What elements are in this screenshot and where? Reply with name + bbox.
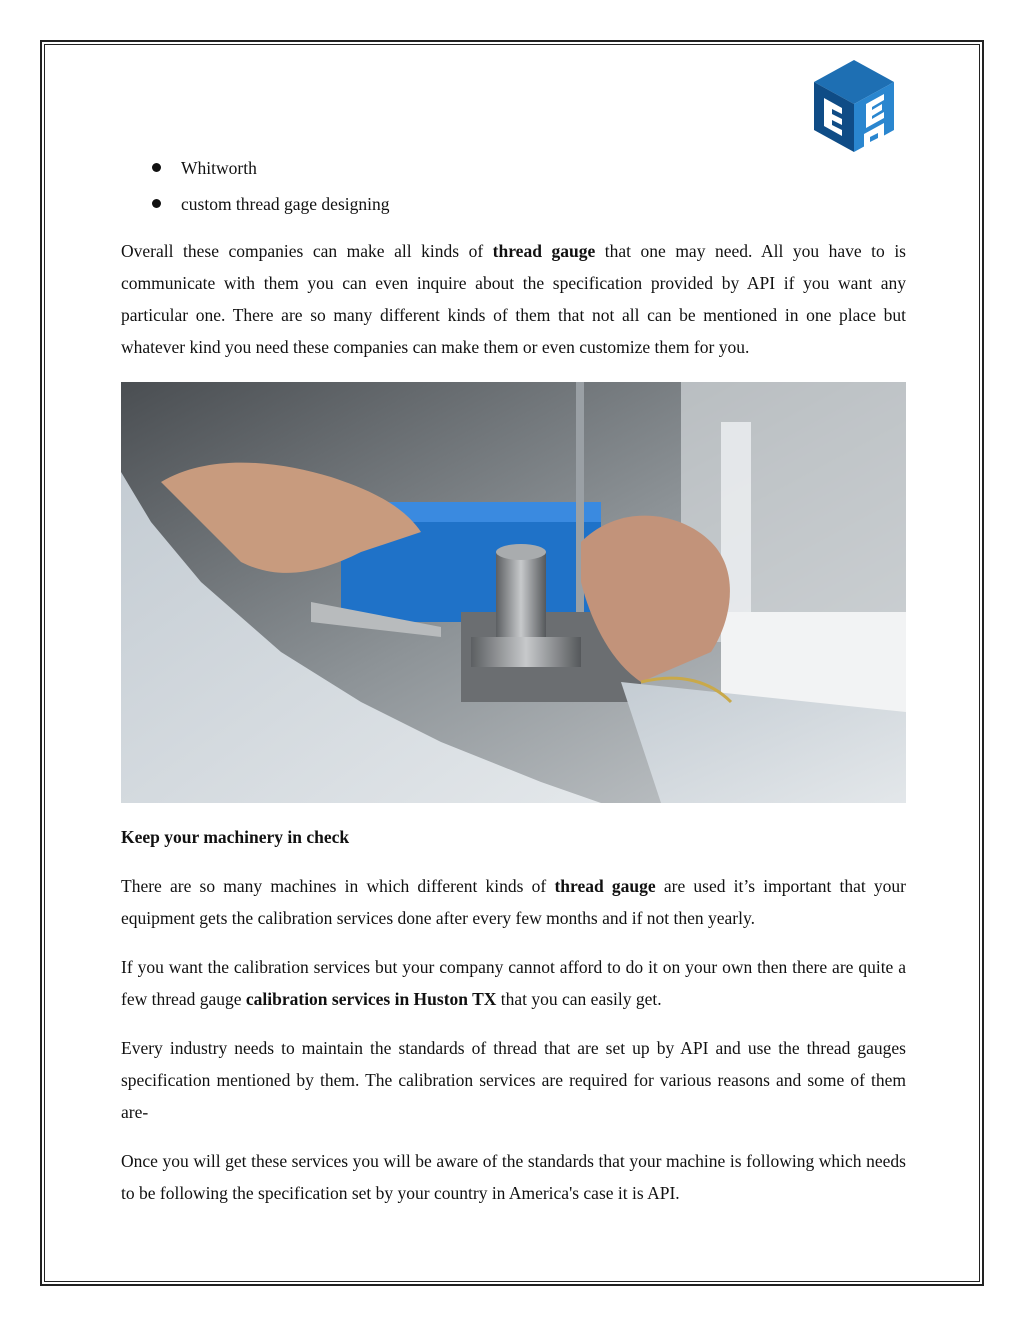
paragraph-text: If you want the calibration services but your company cannot afford to do it on your own then there are quite a few thread gauge [121,957,906,1009]
document-body [121,150,906,1209]
paragraph-services: Once you will get these services you will be aware of the standards that your machine is following which needs to be following the specification set by your country in America's case it is API. [121,1151,906,1203]
list-item-text: Whitworth [181,158,257,178]
paragraph-standards: Every industry needs to maintain the standards of thread that are set up by API and use the thread gauges specification mentioned by them. The calibration services are required for various reasons and some of them are- [121,1038,906,1122]
paragraph-text: that you can easily get. [496,989,662,1009]
section-heading: Keep your machinery in check [121,827,350,847]
paragraph-text: that one may need. All you have to is communicate with them you can even inquire about the specification provided by API if you want any particular one. There are so many different kinds of them that not all can be mentioned in one place but whatever kind you need these companies can make them or even customize them for you. [121,241,906,357]
thread-gauge-photo [121,382,906,803]
bullet-icon [152,199,161,208]
keyword-thread-gauge: thread gauge [492,241,596,261]
paragraph-text: There are so many machines in which different kinds of [121,876,555,896]
bullet-list [121,150,906,222]
paragraph-text: Overall these companies can make all kinds of [121,241,493,261]
paragraph-machinery [121,870,906,934]
company-logo-icon [812,58,896,154]
list-item [121,150,906,186]
list-item [121,186,906,222]
list-item-text: custom thread gage designing [181,194,390,214]
paragraph-text: are used it’s important that your equipment gets the calibration services done after every few months and if not then yearly. [121,876,907,928]
keyword-calibration-services: calibration services in Huston TX [245,989,497,1009]
paragraph-calibration [121,951,906,1015]
keyword-thread-gauge: thread gauge [554,876,656,896]
paragraph-overview [121,235,906,363]
bullet-icon [152,163,161,172]
